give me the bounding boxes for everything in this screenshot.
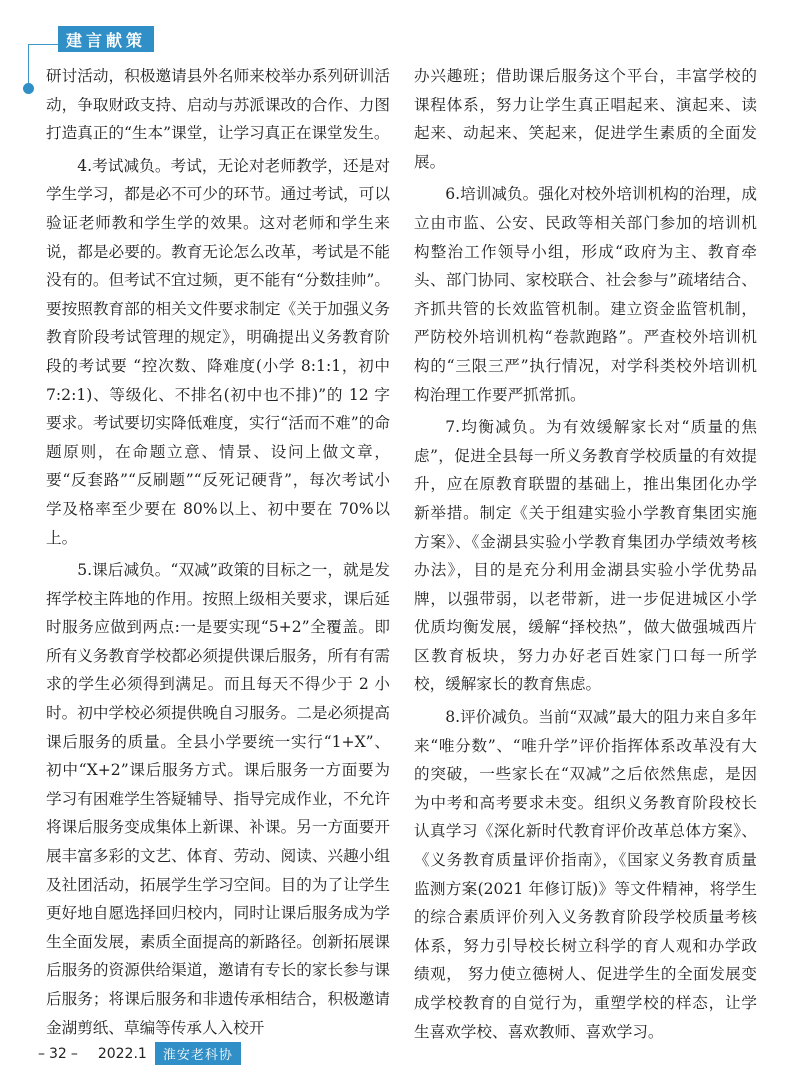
issue-number: 2022.1 (97, 1045, 147, 1062)
magazine-name: 淮安老科协 (155, 1042, 241, 1065)
bullet-dot-icon (23, 83, 34, 94)
page-footer: – 32 – 2022.1 淮安老科协 (38, 1042, 241, 1065)
right-column (414, 62, 757, 1046)
paragraph: 5.课后减负。“双减”政策的目标之一，就是发挥学校主阵地的作用。按照上级相关要求，课后延时服务应做到两点:一是要实现“5+2”全覆盖。即所有义务教育学校都必须提供课后服务，所有有需求的学生必须得到满足。而且每天不得少于 2 小时。初中学校必须提供晚自习服务。二是必须提高课后服务的质量。全县小学要统一实行“1+X”、初中“X+2”课后服务方式。课后服务一方面要为学习有困难学生答疑辅导、指导完成作业，不允许将课后服务变成集体上新课、补课。另一方面要开展丰富多彩的文艺、体育、劳动、阅读、兴趣小组及社团活动，拓展学生学习空间。目的为了让学生更好地自愿选择回归校内，同时让课后服务成为学生全面发展，素质全面提高的新路径。创新拓展课后服务的资源供给渠道，邀请有专长的家长参与课后服务；将课后服务和非遗传承相结合，积极邀请金湖剪纸、草编等传承人入校开 (46, 561, 390, 1037)
left-column (46, 62, 390, 1042)
paragraph: 研讨活动，积极邀请县外名师来校举办系列研训活动，争取财政支持、启动与苏派课改的合作、力图打造真正的“生本”课堂，让学习真正在课堂发生。 (46, 67, 390, 143)
paragraph: 办兴趣班；借助课后服务这个平台，丰富学校的课程体系，努力让学生真正唱起来、演起来、读起来、动起来、笑起来，促进学生素质的全面发展。 (414, 67, 757, 171)
paragraph: 8.评价减负。当前“双减”最大的阻力来自多年来“唯分数”、“唯升学”评价指挥体系改革没有大的突破，一些家长在“双减”之后依然焦虑，是因为中考和高考要求未变。组织义务教育阶段校长认真学习《深化新时代教育评价改革总体方案》、《义务教育质量评价指南》，《国家义务教育质量监测方案(2021 年修订版)》等文件精神，将学生的综合素质评价列入义务教育阶段学校质量考核体系，努力引导校长树立科学的育人观和办学政绩观， 努力使立德树人、促进学生的全面发展变成学校教育的自觉行为，重塑学校的样态，让学生喜欢学校、喜欢教师、喜欢学习。 (414, 708, 757, 1041)
paragraph: 4.考试减负。考试，无论对老师教学，还是对学生学习，都是必不可少的环节。通过考试，可以验证老师教和学生学的效果。这对老师和学生来说，都是必要的。教育无论怎么改革，考试是不能没有的。但考试不宜过频，更不能有“分数挂帅”。要按照教育部的相关文件要求制定《关于加强义务教育阶段考试管理的规定》，明确提出义务教育阶段的考试要 “控次数、降难度(小学 8:1:1，初中 7:2:1)、等级化、不排名(初中也不排)”的 12 字要求。考试要切实降低难度，实行“活而不难”的命题原则，在命题立意、情景、设问上做文章，要“反套路”“反刷题”“反死记硬背”，每次考试小学及格率至少要在 80%以上、初中要在 70%以上。 (46, 156, 390, 547)
paragraph: 7.均衡减负。为有效缓解家长对“质量的焦虑”，促进全县每一所义务教育学校质量的有效提升，应在原教育联盟的基础上，推出集团化办学新举措。制定《关于组建实验小学教育集团实施方案》、《金湖县实验小学教育集团办学绩效考核办法》，目的是充分利用金湖县实验小学优势品牌，以强带弱，以老带新，进一步促进城区小学优质均衡发展，缓解“择校热”，做大做强城西片区教育板块，努力办好老百姓家门口每一所学校，缓解家长的教育焦虑。 (414, 418, 757, 694)
section-tag: 建言献策 (58, 26, 154, 52)
header-rule-vertical (28, 44, 29, 84)
paragraph: 6.培训减负。强化对校外培训机构的治理，成立由市监、公安、民政等相关部门参加的培训机构整治工作领导小组，形成“政府为主、教育牵头、部门协同、家校联合、社会参与”疏堵结合、齐抓共管的长效监管机制。建立资金监管机制，严防校外培训机构“卷款跑路”。严查校外培训机构的“三限三严”执行情况，对学科类校外培训机构治理工作要严抓常抓。 (414, 185, 757, 404)
page-number: 32 (49, 1045, 67, 1062)
